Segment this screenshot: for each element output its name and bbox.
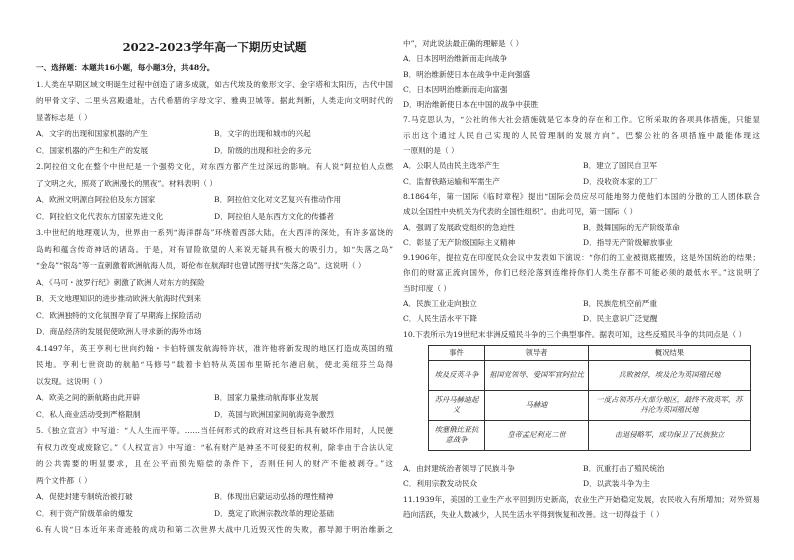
question-2-stem-line: 了文明之火，照亮了欧洲漫长的黑夜”。材料表明（ ） [36, 178, 217, 188]
table-header: 概况结果 [589, 345, 751, 360]
question-11-stem-line: 11.1939年，美国的工业生产水平回到历史新高，农业生产开始稳定发展，农民收入有所增加；对外贸易 [403, 494, 760, 504]
table-row [429, 420, 751, 450]
question-10-option-row [403, 476, 760, 491]
question-4-option-row [36, 407, 393, 424]
option-a: A．欧美之间的新航路由此开辟 [36, 393, 141, 402]
option-b: B．建立了国民自卫军 [583, 161, 657, 171]
question-1-option-row [36, 126, 393, 143]
paper-title: 2022-2023学年高一下期历史试题 [122, 40, 307, 54]
table-header: 事件 [429, 345, 485, 360]
question-1-option-row [36, 143, 393, 160]
question-5-option-row [36, 489, 393, 506]
option-b: B．鼓舞国际的无产阶级革命 [583, 222, 680, 232]
question-2-option-row [36, 209, 393, 226]
option-a: A．文字的出现和国家机器的产生 [36, 129, 148, 138]
option-d: D．以武装斗争为主 [583, 479, 650, 489]
question-4-stem-line: 以发现。这说明（ ） [36, 376, 107, 386]
question-10-option-row [403, 461, 760, 476]
question-7-stem-line: 示出这个通过人民自己实现的人民管理制的发展方向”。巴黎公社的各项措施中最能体现这 [403, 130, 760, 140]
question-9-stem-line: 当时印度（ ） [403, 283, 451, 293]
question-9-option-row [403, 296, 760, 311]
question-10-stem-line: 10.下表所示为19世纪末非洲反殖民斗争的三个典型事件。据表可知，这些反殖民斗争的共同点是（ ） [403, 329, 747, 339]
option-a: A．强调了发展政党组织的急迫性 [403, 222, 515, 232]
question-4-stem-line: 民地。亨利七世资助的航船“马修号”载着卡伯特从英国布里斯托尔港启航，使北美纽芬兰岛得 [36, 360, 393, 369]
option-d: D．奠定了欧洲宗教改革的理论基础 [214, 508, 334, 518]
option-c: C．私人商业活动受到严格限制 [36, 409, 141, 419]
table-row [429, 390, 751, 420]
question-5-option-row [36, 506, 393, 523]
right-column [403, 36, 760, 522]
question-5-stem-line: 的公共需要的明显要求，且在公平而预先赔偿的条件下，否则任何人的财产不能被剥夺。”这 [36, 459, 393, 468]
option-c: C．人民生活水平下降 [403, 314, 478, 324]
option-a: A．《马可・波罗行纪》刺激了欧洲人对东方的探险 [36, 277, 205, 287]
option-d: D．商品经济的发展促使欧洲人寻求新的海外市场 [36, 327, 202, 336]
option-d: D．没收资本家的工厂 [583, 176, 658, 186]
question-5-stem-line: 两个文件都（ ） [36, 475, 92, 485]
option-c: C．阿拉伯文化代表东方国家先进文化 [36, 211, 164, 221]
question-2-option-row [36, 192, 393, 209]
option-b: B．民族危机空前严重 [583, 299, 657, 309]
question-8-option-row [403, 220, 760, 235]
question-7-option-row [403, 158, 760, 173]
option-a: A．日本因明治维新而走向战争 [403, 54, 508, 64]
table-row [429, 360, 751, 390]
question-7-stem-line: 一原则的是（ ） [403, 146, 459, 156]
option-d: D．明治维新使日本在中国的战争中获胜 [403, 100, 539, 110]
option-d: D．民主意识广泛觉醒 [583, 314, 658, 324]
option-d: D．阿拉伯人是东西方文化的传播者 [214, 211, 334, 221]
table-cell-event: 埃及反英斗争 [429, 360, 485, 390]
option-a: A．民族工业走向独立 [403, 299, 477, 309]
option-c: C．欧洲独特的文化氛围孕育了早期海上探险活动 [36, 310, 202, 320]
question-9-option-row [403, 311, 760, 326]
question-6-stem-line: 中”，对此说法最正确的理解是（ ） [403, 39, 524, 48]
question-6-stem-line: 6.有人说“日本近年来奇迹般的成功和第二次世界大战中几近毁灭性的失败，都导源于明治维新之 [36, 525, 393, 534]
question-1-stem-line: 1.人类在早期区域文明诞生过程中创造了诸多成就，如古代埃及的象形文字、金字塔和太阳历，古代中国 [36, 79, 393, 89]
question-11-stem-line: 趋向活跃，失业人数减少，人民生活水平得到恢复和改善。这一切得益于（ ） [403, 509, 664, 519]
question-8-stem-line: 8.1864年，第一国际《临时章程》提出“国际会员应尽可能地努力使他们本国的分散的工人团体联合 [403, 191, 760, 201]
option-c: C．监督铁路运输和军需生产 [403, 176, 500, 186]
option-d: D．指导无产阶级解放事业 [583, 237, 673, 247]
question-3-stem-line: 3.中世纪的地理观认为，世界由一系列“海洋群岛”环绕着西部大陆，在大西洋的深处，有许多富饶的 [36, 228, 393, 237]
question-5-stem-line: 5.《独立宣言》中写道：“人人生而平等。……当任何形式的政府对这些目标具有破坏作用时，人民便 [36, 426, 393, 435]
option-d: D．阶级的出现和社会的多元 [214, 145, 312, 155]
option-d: D．英国与欧洲国家间航海竞争激烈 [214, 409, 334, 419]
option-c: C．国家机器的产生和生产的发展 [36, 145, 149, 155]
table-cell-leader: 皇帝孟尼利克二世 [485, 420, 589, 450]
section-heading: 一、选择题：本题共16小题，每小题3分，共48分。 [36, 63, 215, 72]
table-header: 领导者 [485, 345, 589, 360]
question-8-option-row [403, 235, 760, 250]
option-a: A．促使封建专制统治被打破 [36, 492, 133, 501]
question-1-stem-line: 显著标志是（ ） [36, 112, 92, 122]
table-header-row [429, 345, 751, 360]
option-c: C．利用宗教发动民众 [403, 479, 478, 489]
african-resistance-table [428, 345, 751, 451]
table-cell-event: 苏丹马赫迪起义 [429, 390, 485, 420]
question-5-stem-line: 有权力改变或废除它。”《人权宣言》中写道：“私有财产是神圣不可侵犯的权利，除非由于合法认定 [36, 442, 393, 452]
question-8-stem-line: 成以全国性中央机关为代表的全国性组织”。由此可见，第一国际（ ） [403, 207, 638, 217]
question-4-stem-line: 4.1497年，英王亨利七世向约翰・卡伯特颁发航海特许状，准许他将新发现的地区打造成英国的殖 [36, 343, 393, 353]
table-cell-event: 埃塞俄比亚抗意战争 [429, 420, 485, 450]
question-1-stem-line: 的甲骨文字、二里头宫殿遗址，古代希腊的字母文字、雅典卫城等。据此判断，人类走向文明时代的 [36, 96, 393, 105]
question-7-stem-line: 7.马克思认为，“公社的伟大社会措施就是它本身的存在和工作。它所采取的各项具体措施，只能显 [403, 115, 760, 125]
table-cell-result: 击退侵略军，成功保卫了民族独立 [589, 420, 751, 450]
option-b: B．阿拉伯文化对文艺复兴有推动作用 [214, 195, 342, 204]
question-9-stem-line: 你们的财富正流向国外，你们已经沦落到连维持你们人类生存都不可能必须的最低水平。”这说明了 [403, 268, 760, 278]
option-c: C．日本因明治维新而走向富强 [403, 84, 508, 94]
option-b: B．沉重打击了殖民统治 [583, 463, 665, 473]
question-3-stem-line: 岛屿和蕴含传奇神话的诸岛。于是，对有冒险欲望的人来说无疑具有极大的吸引力，如“失落之岛” [36, 244, 393, 254]
table-cell-result: 兵败被俘，埃及沦为英国殖民地 [589, 360, 751, 390]
left-column [36, 60, 393, 539]
option-a: A．公职人员由民主选举产生 [403, 161, 500, 171]
option-a: A．由封建统治者领导了民族斗争 [403, 463, 515, 473]
table-cell-result: 一度占领苏丹大部分地区，最终不敌英军，苏丹沦为英国殖民地 [589, 390, 751, 420]
option-b: B．天文地理知识的进步推动欧洲大航海时代到来 [36, 294, 202, 303]
option-b: B．国家力量推动航海事业发展 [214, 393, 319, 402]
option-b: B．文字的出现和城市的兴起 [214, 129, 311, 138]
question-9-stem-line: 9.1906年，提拉克在印度民众会议中发表如下演说：“你们的工业被彻底摧毁，这是外国统治的结果； [403, 253, 760, 263]
option-c: C．彰显了无产阶级国际主义精神 [403, 237, 516, 247]
table-cell-leader: 马赫迪 [485, 390, 589, 420]
option-b: B．体现出启蒙运动弘扬的理性精神 [214, 492, 334, 501]
question-3-stem-line: “金岛”“银岛”等一直刺激着欧洲航海人员，哥伦布在航海时也曾试图寻找“失落之岛”。这说明（ ） [36, 261, 366, 270]
question-2-stem-line: 2.阿拉伯文化在整个中世纪是一个强势文化，对东西方都产生过深远的影响。有人说“阿拉伯人点燃 [36, 162, 393, 171]
option-b: B．明治维新使日本在战争中走向强盛 [403, 69, 531, 79]
table-cell-leader: 祖国党领导、爱国军官阿拉比 [485, 360, 589, 390]
question-7-option-row [403, 174, 760, 189]
question-4-option-row [36, 390, 393, 407]
option-c: C．利于资产阶级革命的爆发 [36, 508, 133, 518]
option-a: A．欧洲文明源自阿拉伯及东方国家 [36, 195, 156, 204]
